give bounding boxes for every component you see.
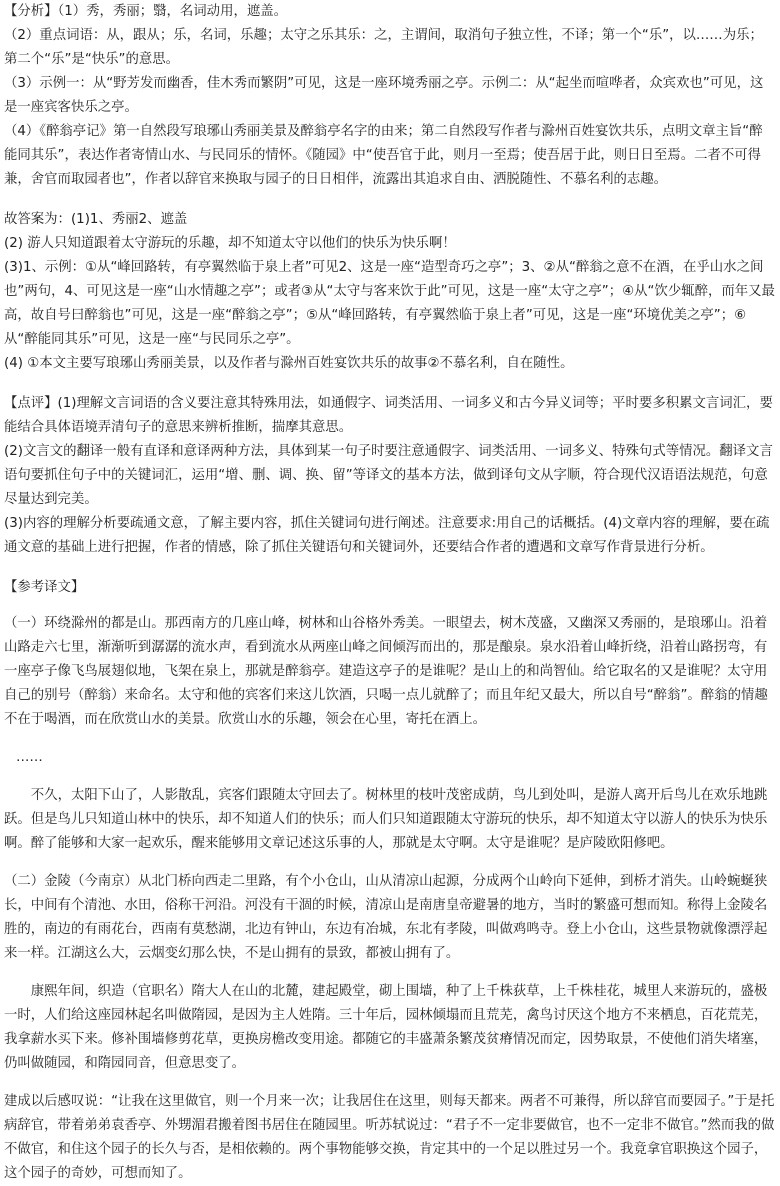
comment-section — [4, 392, 776, 560]
comment-line-2: (2)文言文的翻译一般有直译和意译两种方法，具体到某一句子时要注意通假字、词类活用、一词多义、特殊句式等情况。翻译文言语句要抓住句子中的关键词汇，运用“增、删、调、换、留”等译文的基本方法，做到译句文从字顺，符合现代汉语语法规范，句意尽量达到完美。 — [4, 444, 773, 507]
translation-paragraph-5: 建成以后感叹说：“让我在这里做官，则一个月来一次；让我居住在这里，则每天都来。两者不可兼得，所以辞官而要园子。”于是托病辞官，带着弟弟袁香亭、外甥湄君搬着图书居住在随园里。听苏轼说过：“君子不一定非要做官，也不一定非不做官。”然而我的做不做官，和住这个园子的长久与否，是相依赖的。两个事物能够交换，肯定其中的一个足以胜过另一个。我竟拿官职换这个园子，这个园子的奇妙，可想而知了。 — [4, 1094, 775, 1181]
translation-paragraph-2: 不久，太阳下山了，人影散乱，宾客们跟随太守回去了。树林里的枝叶茂密成荫，鸟儿到处叫，是游人离开后鸟儿在欢乐地跳跃。但是鸟儿只知道山林中的快乐，却不知道人们的快乐；而人们只知道跟随太守游玩的快乐，却不知道太守以游人的快乐为快乐啊。醉了能够和大家一起欢乐，醒来能够用文章记述这乐事的人，那就是太守啊。太守是谁呢？是庐陵欧阳修吧。 — [4, 788, 768, 851]
analysis-line-2: （2）重点词语：从，跟从；乐，名词，乐趣；太守之乐其乐：之，主谓间，取消句子独立性，不译；第一个“乐”，以……为乐；第二个“乐”是“快乐”的意思。 — [4, 28, 763, 67]
comment-line-3: (3)内容的理解分析要疏通文意，了解主要内容，抓住关键词句进行阐述。注意要求:用自己的话概括。(4)文章内容的理解，要在疏通文意的基础上进行把握，作者的情感，除了抓住关键语句和关键词外，还要结合作者的遭遇和文章写作背景进行分析。 — [4, 516, 770, 555]
analysis-line-3: （3）示例一：从“野芳发而幽香，佳木秀而繁阴”可见，这是一座环境秀丽之亭。示例二：从“起坐而喧哗者，众宾欢也”可见，这是一座宾客快乐之亭。 — [4, 76, 764, 115]
answer-line-2: (2) 游人只知道跟着太守游玩的乐趣，却不知道太守以他们的快乐为快乐啊！ — [4, 236, 456, 251]
translation-section — [4, 576, 776, 1186]
answer-section — [4, 208, 776, 376]
answer-line-4: (4) ①本文主要写琅琊山秀丽美景，以及作者与滁州百姓宴饮共乐的故事②不慕名利，自在随性。 — [4, 356, 574, 371]
translation-heading: 【参考译文】 — [4, 580, 85, 595]
answer-line-1: 故答案为：(1)1、秀丽2、遮盖 — [4, 212, 188, 227]
analysis-line-4: （4）《醉翁亭记》第一自然段写琅琊山秀丽美景及醉翁亭名字的由来；第二自然段写作者与滁州百姓宴饮共乐，点明文章主旨“醉能同其乐”，表达作者寄情山水、与民同乐的情怀。《随园》中“使吾官于此，则月一至焉；使吾居于此，则日日至焉。二者不可得兼，舍官而取园者也”，作者以辞官来换取与园子的日日相伴，流露出其追求自由、洒脱随性、不慕名利的志趣。 — [4, 124, 763, 187]
translation-paragraph-4: 康熙年间，织造（官职名）隋大人在山的北麓，建起殿堂，砌上围墙，种了上千株荻草，上千株桂花，城里人来游玩的，盛极一时，人们给这座园林起名叫做隋园，是因为主人姓隋。三十年后，园林倾塌而且荒芜，禽鸟讨厌这个地方不来栖息，百花荒芜，我拿薪水买下来。修补围墙修剪花草，更换房檐改变用途。都随它的丰盛萧条繁茂贫瘠情况而定，因势取景，不使他们消失堵塞，仍叫做随园，和隋园同音，但意思变了。 — [4, 984, 768, 1071]
answer-line-3: (3)1、示例：①从“峰回路转，有亭翼然临于泉上者”可见2、这是一座“造型奇巧之亭”；3、②从“醉翁之意不在酒，在乎山水之间也”两句，4、可见这是一座“山水情趣之亭”；或者③从“太守与客来饮于此”可见，这是一座“太守之亭”；④从“饮少辄醉，而年又最高，故自号曰醉翁也”可见，这是一座“醉翁之亭”；⑤从“峰回路转，有亭翼然临于泉上者”可见，这是一座“环境优美之亭”；⑥从“醉能同其乐”可见，这是一座“与民同乐之亭”。 — [4, 260, 775, 347]
translation-paragraph-3: （二）金陵（今南京）从北门桥向西走二里路，有个小仓山，山从清凉山起源，分成两个山岭向下延伸，到桥才消失。山岭蜿蜒狭长，中间有个清池、水田，俗称干河沿。河没有干涸的时候，清凉山是南唐皇帝避暑的地方，当时的繁盛可想而知。称得上金陵名胜的，南边的有雨花台，西南有莫愁湖，北边有钟山，东边有冶城，东北有孝陵，叫做鸡鸣寺。登上小仓山，这些景物就像漂浮起来一样。江湖这么大，云烟变幻那么快，不是山拥有的景致，都被山拥有了。 — [4, 874, 768, 961]
analysis-section — [4, 0, 776, 192]
translation-paragraph-1: （一）环绕滁州的都是山。那西南方的几座山峰，树林和山谷格外秀美。一眼望去，树木茂盛，又幽深又秀丽的，是琅琊山。沿着山路走六七里，渐渐听到潺潺的流水声，看到流水从两座山峰之间倾泻而出的，那是酿泉。泉水沿着山峰折绕，沿着山路拐弯，有一座亭子像飞鸟展翅似地，飞架在泉上，那就是醉翁亭。建造这亭子的是谁呢？是山上的和尚智仙。给它取名的又是谁呢？太守用自己的别号（醉翁）来命名。太守和他的宾客们来这儿饮酒，只喝一点儿就醉了；而且年纪又最大，所以自号“醉翁”。醉翁的情趣不在于喝酒，而在欣赏山水的美景。欣赏山水的乐趣，领会在心里，寄托在酒上。 — [4, 616, 768, 727]
translation-ellipsis: …… — [16, 750, 43, 765]
analysis-line-1: 【分析】（1）秀，秀丽；翳，名词动用，遮盖。 — [4, 4, 288, 19]
comment-line-1: 【点评】(1)理解文言词语的含义要注意其特殊用法，如通假字、词类活用、一词多义和古今异义词等；平时要多积累文言词汇，要能结合具体语境弄清句子的意思来辨析推断，揣摩其意思。 — [4, 396, 773, 435]
